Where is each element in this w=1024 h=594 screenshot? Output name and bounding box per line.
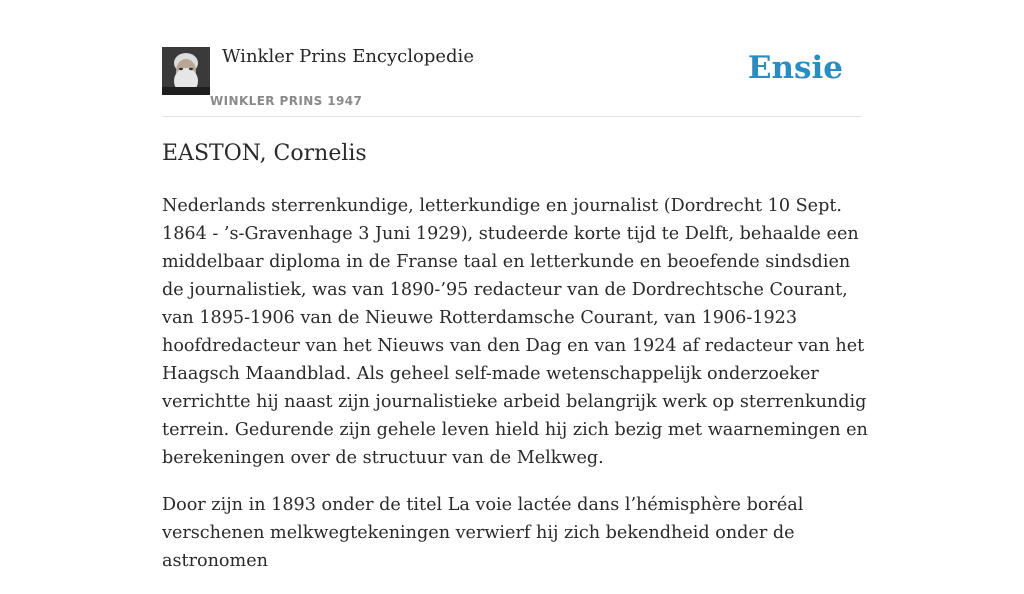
entry-header <box>162 46 862 117</box>
entry-paragraph: Door zijn in 1893 onder de titel La voie lactée dans l’hémisphère boréal verschenen melkwegtekeningen verwierf hij zich bekendheid onder de astronomen <box>162 495 804 571</box>
entry-paragraph: Nederlands sterrenkundige, letterkundige en journalist (Dordrecht 10 Sept. 1864 - ’s-Gravenhage 3 Juni 1929), studeerde korte tijd te Delft, behaalde een middelbaar diploma in de Franse taal en letterkunde en beoefende sindsdien de journalistiek, was van 1890-’95 redacteur van de Dordrechtsche Courant, van 1895-1906 van de Nieuwe Rotterdamsche Courant, van 1906-1923 hoofdredacteur van het Nieuws van den Dag en van 1924 af redacteur van het Haagsch Maandblad. Als geheel self-made wetenschappelijk onderzoeker verrichtte hij naast zijn journalistieke arbeid belangrijk werk op sterrenkundig terrein. Gedurende zijn gehele leven hield hij zich bezig met waarnemingen en berekeningen over de structuur van de Melkweg. <box>162 196 868 468</box>
source-title[interactable]: Winkler Prins Encyclopedie <box>222 46 474 67</box>
ensie-logo-link[interactable]: Ensie <box>747 50 843 86</box>
source-subtitle[interactable]: WINKLER PRINS 1947 <box>210 94 363 108</box>
portrait-avatar-icon[interactable] <box>162 47 210 95</box>
entry-body <box>162 192 872 594</box>
entry-title: EASTON, Cornelis <box>162 141 367 166</box>
